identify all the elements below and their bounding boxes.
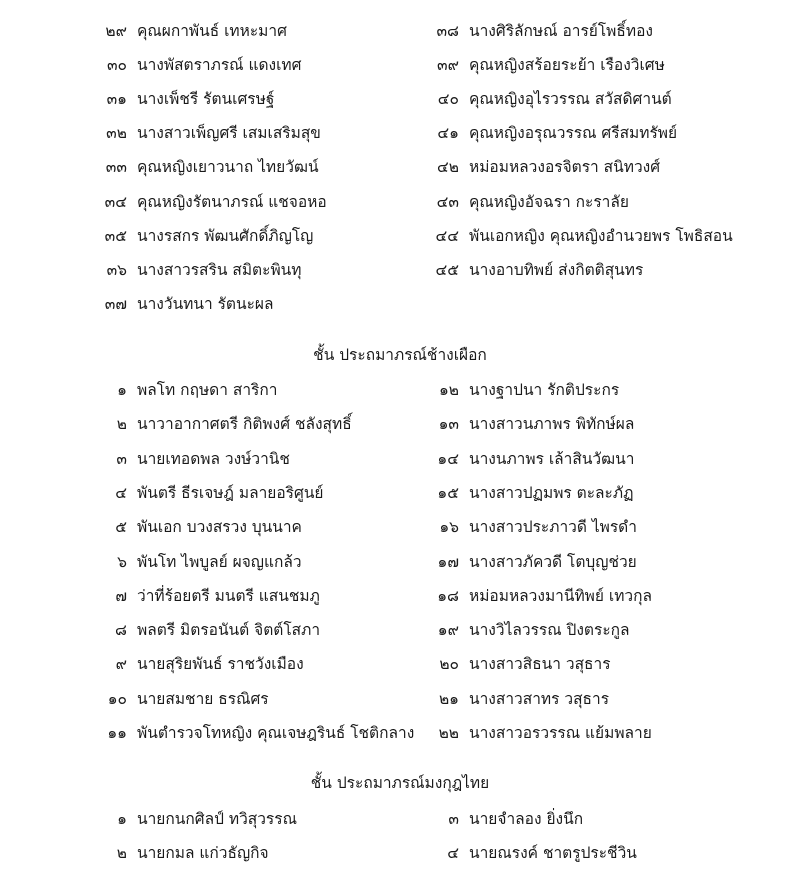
item-name: พันตำรวจโทหญิง คุณเจษฎรินธ์ โชติกลาง [137,724,415,742]
item-name: นายกนกศิลป์ ทวิสุวรรณ [137,810,297,828]
item-name: นายณรงค์ ชาตรูประชีวิน [469,844,637,862]
item-number: ๖ [117,552,127,571]
item-name: นางสาวปฏมพร ตะละภัฏ [469,483,634,502]
item-name: นาวาอากาศตรี กิติพงศ์ ชลังสุทธิ์ [137,415,352,434]
item-name: นางสาวอรวรรณ แย้มพลาย [469,724,652,742]
item-number: ๔ [115,483,127,502]
item-number: ๒๙ [105,22,127,40]
item-name: นางวิไลวรรณ ปิงตระกูล [469,621,630,640]
item-name: พลตรี มิตรอนันต์ จิตต์โสภา [137,621,321,640]
item-number: ๓๔ [104,192,127,211]
item-number: ๑ [117,810,127,828]
item-number: ๗ [115,586,127,605]
item-number: ๔๑ [437,124,459,143]
item-name: นางสาวสาทร วสุธาร [469,689,610,708]
item-name: นายสมชาย ธรณิศร [137,689,269,708]
item-number: ๑ [117,381,127,399]
item-number: ๕ [115,518,127,537]
item-number: ๓๕ [104,226,127,245]
item-name: คุณผกาพันธ์ เทหะมาศ [137,22,287,40]
item-name: นายจำลอง ยิ่งนึก [469,810,584,828]
item-number: ๓๑ [106,90,127,109]
item-name: นางสาวนภาพร พิทักษ์ผล [469,415,635,434]
item-name: นางศิริลักษณ์ อารย์โพธิ์ทอง [469,22,653,40]
item-number: ๔๔ [435,226,459,245]
item-name: นายกมล แก่วธัญกิจ [137,844,269,862]
item-name: นางวันทนา รัตนะผล [137,294,274,313]
section-heading-crown: ชั้น ประถมาภรณ์มงกุฎไทย [310,774,490,792]
item-name: นางพัสตราภรณ์ แดงเทศ [137,56,302,75]
item-number: ๔๓ [436,192,459,211]
item-number: ๒๒ [438,724,459,742]
item-name: คุณหญิงอุไรวรรณ สวัสดิศานต์ [469,90,672,109]
item-number: ๒ [116,415,127,434]
item-name: คุณหญิงอัจฉรา กะราลัย [469,192,629,211]
item-name: คุณหญิงรัตนาภรณ์ แชจอหอ [137,192,327,211]
item-number: ๔๕ [435,260,459,279]
item-number: ๒๐ [439,655,459,674]
item-number: ๓ [116,449,127,468]
item-name: นายสุริยพันธ์ ราชวังเมือง [137,655,304,674]
item-name: นางนภาพร เล้าสินวัฒนา [469,449,635,468]
item-number: ๔๒ [437,158,459,177]
item-name: หม่อมหลวงมานีทิพย์ เทวกุล [469,586,653,605]
item-number: ๑๘ [437,586,459,605]
item-number: ๔ [447,844,459,862]
item-number: ๑๗ [437,552,459,571]
item-number: ๑๖ [439,518,459,537]
item-name: คุณหญิงอรุณวรรณ ศรีสมทรัพย์ [469,124,678,143]
item-number: ๑๔ [437,449,459,468]
item-number: ๓๒ [106,124,127,143]
item-name: นางเพ็ชรี รัตนเศรษฐ์ [137,90,275,109]
item-number: ๑๕ [437,483,459,502]
item-name: นางสาวสิธนา วสุธาร [469,655,611,674]
item-number: ๓๗ [104,294,127,313]
item-name: นางฐาปนา รักติประกร [469,381,620,399]
item-name: พันโท ไพบูลย์ ผจญแกล้ว [137,552,302,571]
item-name: หม่อมหลวงอรจิตรา สนิทวงศ์ [469,158,661,177]
item-name: พันเอก บวงสรวง บุนนาค [137,518,302,537]
item-number: ๒๑ [438,689,459,708]
item-number: ๑๐ [107,689,127,708]
item-name: นางสาวเพ็ญศรี เสมเสริมสุข [137,124,321,143]
item-name: พลโท กฤษดา สาริกา [137,381,278,399]
item-name: นางสาวประภาวดี ไพรดำ [469,518,637,537]
item-number: ๒ [116,844,127,862]
item-name: พันเอกหญิง คุณหญิงอำนวยพร โพธิสอน [469,226,733,245]
item-number: ๓๐ [106,56,127,75]
item-number: ๑๙ [437,621,459,640]
item-name: คุณหญิงสร้อยระย้า เรืองวิเศษ [469,56,665,75]
item-name: นางสาวภัควดี โตบุญช่วย [469,552,637,571]
section-heading-white-elephant: ชั้น ประถมาภรณ์ช้างเผือก [313,346,487,364]
item-name: นางอาบทิพย์ ส่งกิตติสุนทร [469,260,644,279]
item-number: ๔๐ [437,90,459,109]
item-number: ๑๒ [438,381,459,399]
item-number: ๓๘ [436,22,459,40]
item-name: ว่าที่ร้อยตรี มนตรี แสนชมภู [137,586,320,605]
item-number: ๑๓ [438,415,459,434]
item-number: ๘ [115,621,127,640]
item-number: ๑๑ [107,724,127,742]
item-number: ๓๙ [437,56,459,75]
item-name: คุณหญิงเยาวนาถ ไทยวัฒน์ [137,158,319,177]
item-name: พันตรี ธีรเจษฎ์ มลายอริศูนย์ [137,483,324,502]
item-number: ๙ [115,655,127,674]
item-number: ๓๓ [105,158,127,177]
item-name: นางรสกร พัฒนศักดิ์ภิญโญ [137,226,314,245]
item-name: นางสาวรสริน สมิตะพินทุ [137,260,302,279]
item-number: ๓ [448,810,459,828]
item-number: ๓๖ [106,260,127,279]
item-name: นายเทอดพล วงษ์วานิช [137,449,290,468]
